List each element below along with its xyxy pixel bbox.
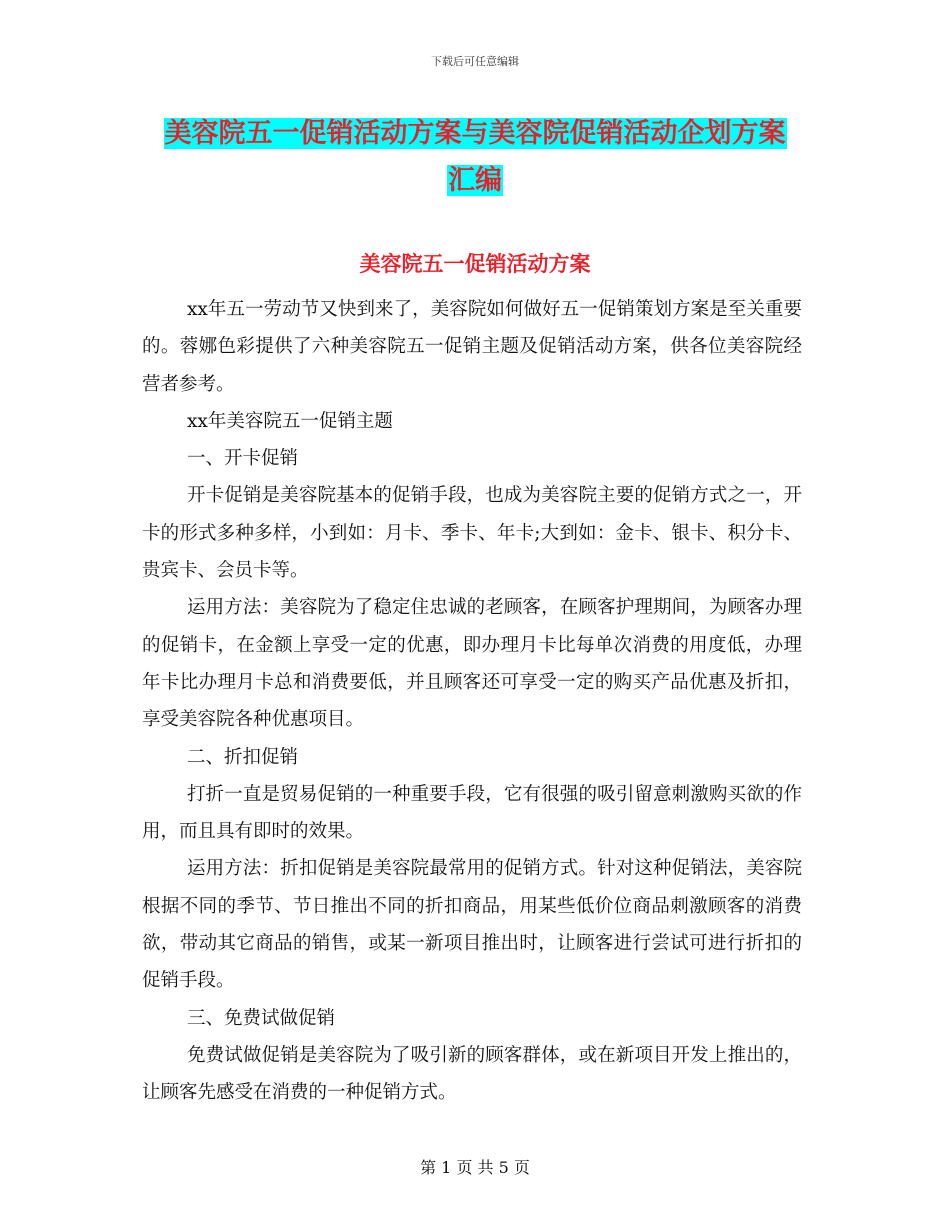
- paragraph-card-promotion: 开卡促销是美容院基本的促销手段，也成为美容院主要的促销方式之一，开卡的形式多种多样，小到如：月卡、季卡、年卡;大到如：金卡、银卡、积分卡、贵宾卡、会员卡等。: [142, 485, 802, 582]
- paragraph-theme-heading: xx年美容院五一促销主题: [187, 410, 393, 432]
- title-highlight-2: 汇编: [448, 165, 502, 196]
- section-title: 美容院五一促销活动方案: [359, 252, 591, 276]
- heading-free-trial-promotion: 三、免费试做促销: [187, 1007, 336, 1029]
- paragraph-card-method: 运用方法：美容院为了稳定住忠诚的老顾客，在顾客护理期间，为顾客办理的促销卡，在金额上享受一定的优惠，即办理月卡比每单次消费的用度低，办理年卡比办理月卡总和消费要低，并且顾客还可享受一定的购买产品优惠及折扣，享受美容院各种优惠项目。: [142, 597, 802, 731]
- document-title-line-2: [0, 157, 950, 204]
- page-footer: 第 1 页 共 5 页: [420, 1158, 530, 1177]
- heading-discount-promotion: 二、折扣促销: [187, 746, 299, 768]
- paragraph-intro: xx年五一劳动节又快到来了，美容院如何做好五一促销策划方案是至关重要的。蓉娜色彩提供了六种美容院五一促销主题及促销活动方案，供各位美容院经营者参考。: [142, 299, 802, 395]
- document-title-line-1: [0, 110, 950, 157]
- title-highlight-1: 美容院五一促销活动方案与美容院促销活动企划方案: [164, 118, 786, 149]
- paragraph-discount-method: 运用方法：折扣促销是美容院最常用的促销方式。针对这种促销法，美容院根据不同的季节、节日推出不同的折扣商品，用某些低价位商品刺激顾客的消费欲，带动其它商品的销售，或某一新项目推出时，让顾客进行尝试可进行折扣的促销手段。: [142, 858, 802, 992]
- document-title: [0, 110, 950, 204]
- paragraph-free-trial-promotion: 免费试做促销是美容院为了吸引新的顾客群体，或在新项目开发上推出的，让顾客先感受在消费的一种促销方式。: [142, 1044, 802, 1104]
- page-header-note: 下载后可任意编辑: [431, 55, 519, 68]
- document-body: [142, 291, 802, 1112]
- paragraph-discount-promotion: 打折一直是贸易促销的一种重要手段，它有很强的吸引留意刺激购买欲的作用，而且具有即时的效果。: [142, 783, 802, 843]
- heading-card-promotion: 一、开卡促销: [187, 448, 299, 470]
